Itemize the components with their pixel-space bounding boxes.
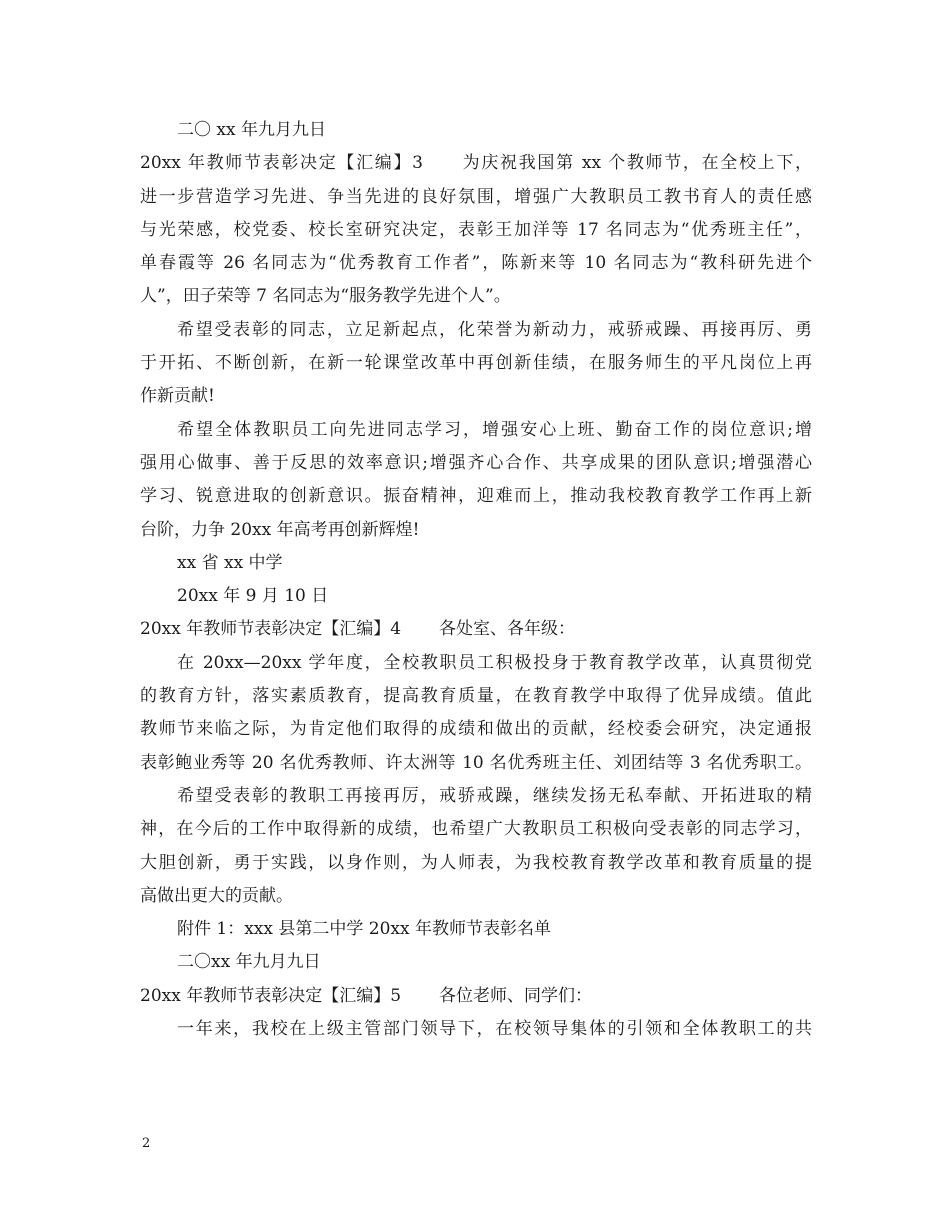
paragraph-line: 希望受表彰的教职工再接再厉，戒骄戒躁，继续发扬无私奉献、开拓进取的精 [177, 785, 812, 806]
signature-date: 20xx 年 9 月 10 日 [177, 586, 329, 607]
paragraph-line: 强用心做事、善于反思的效率意识;增强齐心合作、共享成果的团队意识;增强潜心 [140, 452, 812, 473]
paragraph-line: 进一步营造学习先进、争当先进的良好氛围，增强广大教职员工教书育人的责任感 [140, 186, 812, 207]
document-body [140, 114, 812, 1046]
section-4-heading-line [140, 613, 812, 646]
paragraph-line: 台阶，力争 20xx 年高考再创新辉煌! [140, 519, 420, 540]
signature-school: xx 省 xx 中学 [177, 552, 283, 573]
date-line: 二〇 xx 年九月九日 [177, 120, 326, 140]
paragraph-line: 的教育方针，落实素质教育，提高教育质量，在教育教学中取得了优异成绩。值此 [140, 686, 812, 707]
paragraph-line: 神，在今后的工作中取得新的成绩，也希望广大教职员工积极向受表彰的同志学习， [140, 819, 812, 840]
paragraph-line: 大胆创新，勇于实践，以身作则，为人师表，为我校教育教学改革和教育质量的提 [140, 852, 812, 873]
section-3-title: 20xx 年教师节表彰决定【汇编】3 [140, 153, 423, 174]
section-3-opening: 为庆祝我国第 xx 个教师节，在全校上下， [460, 153, 812, 174]
attachment-note: 附件 1：xxx 县第二中学 20xx 年教师节表彰名单 [177, 919, 551, 940]
paragraph-line: 希望全体教职员工向先进同志学习，增强安心上班、勤奋工作的岗位意识;增 [177, 419, 812, 440]
section-5-heading-line [140, 980, 812, 1013]
paragraph-line: 高做出更大的贡献。 [140, 885, 293, 906]
paragraph-line: 希望受表彰的同志，立足新起点，化荣誉为新动力，戒骄戒躁、再接再厉、勇 [177, 319, 812, 340]
section-5-title: 20xx 年教师节表彰决定【汇编】5 [140, 985, 402, 1006]
section-4-salutation: 各处室、各年级： [439, 619, 576, 640]
paragraph-line: 一年来，我校在上级主管部门领导下，在校领导集体的引领和全体教职工的共 [177, 1019, 812, 1040]
paragraph-line: 作新贡献! [140, 386, 215, 407]
paragraph-line: 学习、锐意进取的创新意识。振奋精神，迎难而上，推动我校教育教学工作再上新 [140, 486, 812, 507]
date-line: 二〇xx 年九月九日 [177, 952, 321, 973]
paragraph-line: 单春霞等 26 名同志为“优秀教育工作者”，陈新来等 10 名同志为“教科研先进个 [140, 253, 812, 274]
paragraph-line: 教师节来临之际，为肯定他们取得的成绩和做出的贡献，经校委会研究，决定通报 [140, 719, 812, 740]
section-4-title: 20xx 年教师节表彰决定【汇编】4 [140, 619, 402, 640]
paragraph-line: 与光荣感，校党委、校长室研究决定，表彰王加洋等 17 名同志为“优秀班主任”， [140, 219, 812, 240]
paragraph-line: 人”，田子荣等 7 名同志为“服务教学先进个人”。 [140, 286, 511, 307]
paragraph-line: 在 20xx—20xx 学年度，全校教职员工积极投身于教育教学改革，认真贯彻党 [177, 652, 812, 673]
paragraph-line: 于开拓、不断创新，在新一轮课堂改革中再创新佳绩，在服务师生的平凡岗位上再 [140, 353, 812, 374]
section-3-heading-line [140, 147, 812, 180]
paragraph-line: 表彰鲍业秀等 20 名优秀教师、许太洲等 10 名优秀班主任、刘团结等 3 名优秀职工。 [140, 752, 812, 773]
section-5-salutation: 各位老师、同学们： [439, 985, 593, 1006]
page-number: 2 [142, 1136, 151, 1151]
